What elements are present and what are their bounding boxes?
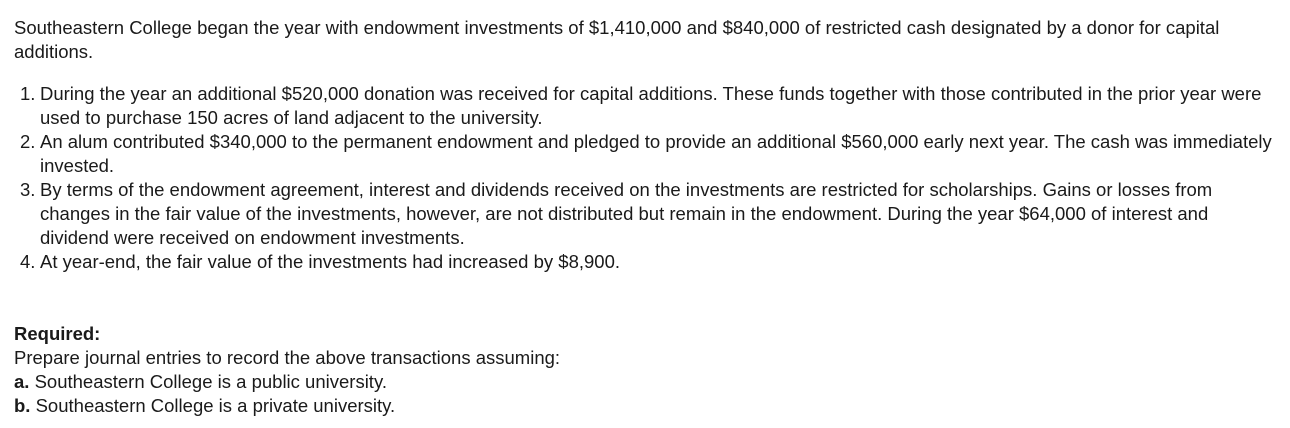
item-number: 3. bbox=[20, 179, 36, 200]
item-number: 4. bbox=[20, 251, 36, 272]
item-text: During the year an additional $520,000 donation was received for capital additions. These funds together with those contributed in the prior year were used to purchase 150 acres of land adjacent to the university. bbox=[40, 83, 1262, 128]
required-part-a bbox=[14, 370, 1276, 394]
part-text: Southeastern College is a private university. bbox=[35, 395, 396, 416]
part-text: Southeastern College is a public university. bbox=[34, 371, 387, 392]
transaction-item bbox=[14, 130, 1280, 178]
required-part-b bbox=[14, 394, 1276, 418]
required-heading: Required: bbox=[14, 323, 101, 344]
part-letter: b. bbox=[14, 395, 31, 416]
transaction-item bbox=[14, 250, 1280, 274]
item-text: An alum contributed $340,000 to the permanent endowment and pledged to provide an additional $560,000 early next year. The cash was immediately invested. bbox=[40, 131, 1272, 176]
item-text: At year-end, the fair value of the investments had increased by $8,900. bbox=[40, 251, 621, 272]
item-text: By terms of the endowment agreement, interest and dividends received on the investments are restricted for scholarships. Gains or losses from changes in the fair value of the investments, however, are not distributed but remain in the endowment. During the year $64,000 of interest and dividend were received on endowment investments. bbox=[40, 179, 1213, 248]
item-number: 2. bbox=[20, 131, 36, 152]
part-letter: a. bbox=[14, 371, 30, 392]
transaction-list bbox=[14, 82, 1276, 274]
transaction-item bbox=[14, 178, 1280, 250]
required-section bbox=[14, 322, 1276, 418]
transaction-item bbox=[14, 82, 1280, 130]
item-number: 1. bbox=[20, 83, 36, 104]
intro-paragraph: Southeastern College began the year with endowment investments of $1,410,000 and $840,000 of restricted cash designated by a donor for capital additions. bbox=[14, 17, 1220, 62]
required-instruction: Prepare journal entries to record the above transactions assuming: bbox=[14, 347, 561, 368]
